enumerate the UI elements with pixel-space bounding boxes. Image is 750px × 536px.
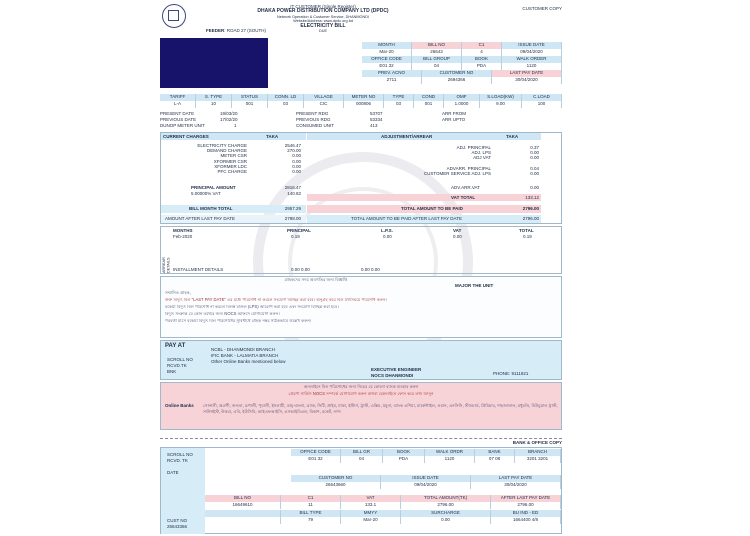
pres-rdg-value: 53707 xyxy=(370,111,383,116)
summary-v1-c1: 4 xyxy=(462,49,502,56)
bill-month-total-label: BILL MONTH TOTAL xyxy=(189,206,233,211)
footer-rcvd: RCVD. TK xyxy=(167,458,188,463)
charges-left-header: CURRENT CHARGES xyxy=(163,134,209,139)
meter-h-meterno: METER NO xyxy=(344,94,384,101)
meter-v-sload: 9.00 xyxy=(480,101,522,108)
arrears-h-lps: L.P.S. xyxy=(381,228,393,233)
footer-v1-office: E01 32 xyxy=(291,456,341,463)
feeder-label: FEEDER xyxy=(206,28,225,33)
footer-v2-custno: 26643660 xyxy=(291,482,381,489)
footer-v1-book: PDA xyxy=(383,456,425,463)
notice-title-bn: গ্রাহকদের সদয় অবগতির জন্য বিজ্ঞপ্তি xyxy=(284,277,348,282)
notice-title-en: MAJOR THE UNIT xyxy=(455,283,494,288)
present-date-label: PRESENT DATE xyxy=(160,111,195,116)
summary-h3-custno: CUSTOMER NO xyxy=(422,70,492,77)
footer-h3-vat: VAT xyxy=(341,495,401,502)
charge-label: XFORMER CSR xyxy=(213,158,247,164)
adjust-value: 0.37 xyxy=(530,145,539,150)
meter-v-village: CIC xyxy=(304,101,344,108)
footer-h1-walk: WALK ORDR xyxy=(425,449,475,456)
consumed-value: 413 xyxy=(370,123,378,128)
summary-h1-issue: ISSUE DATE xyxy=(502,42,562,49)
adjust-label: ADJ VAT xyxy=(473,155,491,161)
footer-h4-surcharge: SURCHARGE xyxy=(401,510,491,517)
arrears-v-months: Feb-2020 xyxy=(173,234,193,239)
payat-engineer-2: NOCS DHANMONDI xyxy=(371,373,414,378)
footer-v4-billtype: 79 xyxy=(281,517,341,524)
online-line-2: প্রেরণা সার্ভিস NOCS সম্পর্কে যোগাযোগ করুন অথবা হেল্পলাইনে ফোন করে তথ্য জানুন xyxy=(288,391,434,396)
adv-vat-value: 0.00 xyxy=(530,185,539,190)
notice-block xyxy=(160,276,562,338)
charge-label: ELECTRICITY CHARGE xyxy=(197,143,247,148)
charge-value: 0.00 xyxy=(292,163,301,169)
consumed-label: CONSUMED UNIT xyxy=(296,123,334,128)
footer-v3-vat: 133.1 xyxy=(341,502,401,509)
meter-h-cload: C.LOAD xyxy=(522,94,562,101)
installment-label: INSTALLMENT DETAILS xyxy=(173,267,224,272)
arr-upto-label: ARR UPTO xyxy=(442,117,466,122)
copy-for: IT CUSTOMER (Single Register) xyxy=(290,4,356,9)
footer-h3-c1: C1 xyxy=(281,495,341,502)
payat-bnk: BNK xyxy=(167,369,177,374)
meter-h-tariff: TARIFF xyxy=(160,94,196,101)
charge-label: METER CSR xyxy=(220,153,247,159)
footer-h2-issue: ISSUE DATE xyxy=(381,475,471,482)
summary-v3-custno: 2694366 xyxy=(422,77,492,84)
footer-date: DATE xyxy=(167,470,179,475)
bill-sheet xyxy=(158,2,564,534)
vat-total-label: VAT TOTAL xyxy=(451,195,476,200)
adjust-value: 0.00 xyxy=(530,170,539,176)
footer-h3-after: AFTER LAST PAY DATE xyxy=(491,495,561,502)
online-banks-label: Online Banks xyxy=(165,403,194,408)
footer-scroll: SCROLL NO xyxy=(167,452,193,457)
arr-from-label: ARR FROM xyxy=(442,111,466,116)
payat-bank-1: NCBL - DHANMONDI BRANCH xyxy=(211,347,275,352)
footer-h1-bank: BANK xyxy=(475,449,515,456)
arrears-v-vat: 0.00 xyxy=(453,234,462,239)
summary-grid xyxy=(362,42,562,84)
notice-greeting: সম্মানিত গ্রাহক, xyxy=(165,290,191,295)
summary-v1-issue: 09/04/2020 xyxy=(502,49,562,56)
charge-value: 2546.47 xyxy=(284,143,301,148)
charges-values xyxy=(261,143,301,174)
dunop-value: 1 xyxy=(234,123,237,128)
summary-h3-prevac: PREV. ACNO xyxy=(362,70,422,77)
footer-cust-label: CUST NO xyxy=(167,518,188,523)
payat-phone-value: 9111921 xyxy=(511,371,529,376)
footer-h1-billgr: BILL GR xyxy=(341,449,383,456)
meter-h-connld: CONN. LD xyxy=(268,94,304,101)
total-due-value: 2796.00 xyxy=(522,206,539,211)
adjust-label: CUSTOMER SERVICE ADJ. LPS xyxy=(423,170,491,176)
office-line: Network Operation & Customer Service, DHANMONDI xyxy=(277,14,369,19)
feeder: FEEDER: ROAD 27 (SOUTH) xyxy=(206,28,267,33)
charges-items xyxy=(167,143,247,174)
company-name: DHAKA POWER DISTRIBUTION COMPANY LTD (DPDC) xyxy=(257,8,389,15)
charges-right-amount-header: TAKA xyxy=(506,134,519,139)
charge-label: XFORMER LDC xyxy=(214,163,247,169)
adv-vat-label: ADV.ARR.VAT xyxy=(451,185,480,190)
payat-bank-2: IFIC BANK - LALMATIA BRANCH xyxy=(211,353,279,358)
readings-block xyxy=(160,110,562,130)
tear-line xyxy=(160,438,562,439)
prev-rdg-value: 53334 xyxy=(370,117,383,122)
charge-value: 0.00 xyxy=(292,153,301,159)
pres-rdg-label: PRESENT RDG xyxy=(296,111,329,116)
after-last-value: 2798.00 xyxy=(284,216,301,221)
meter-h-omf: OMF xyxy=(444,94,480,101)
meter-v-connld: 03 xyxy=(268,101,304,108)
summary-h2-group: BILL GROUP xyxy=(412,56,462,63)
footer-v3-c1: 11 xyxy=(281,502,341,509)
arrears-h-principal: PRINCIPAL xyxy=(287,228,311,233)
meter-h-stype: S. TYPE xyxy=(196,94,232,101)
arrears-v-lps: 0.00 xyxy=(383,234,392,239)
charges-block xyxy=(160,132,562,224)
payat-phone xyxy=(493,371,528,376)
dunop-label: DUNOP METER UNIT xyxy=(160,123,205,128)
charge-value: 0.00 xyxy=(292,168,301,174)
charge-value: 0.00 xyxy=(292,158,301,164)
footer-v2-lastpay: 30/04/2020 xyxy=(471,482,561,489)
footer-h2-custno: CUSTOMER NO xyxy=(291,475,381,482)
bill-month-total-value: 2957.29 xyxy=(284,206,301,211)
footer-block xyxy=(160,447,562,534)
website-line: Website/Address: www.dpdc.org.bd xyxy=(293,19,353,24)
dpdc-logo-icon xyxy=(162,4,186,28)
charge-value: 270.00 xyxy=(287,148,301,154)
summary-v1-month: Mar-20 xyxy=(362,49,412,56)
payat-engineer: EXECUTIVE ENGINEER xyxy=(371,367,422,372)
footer-v4-buind: 1664400 4/8 xyxy=(491,517,561,524)
summary-h2-walk: WALK ORDER xyxy=(502,56,562,63)
arrears-v-principal: 0.19 xyxy=(291,234,300,239)
summary-h2-office: OFFICE CODE xyxy=(362,56,412,63)
summary-h1-billno: BILL NO xyxy=(412,42,462,49)
total-due-label: TOTAL AMOUNT TO BE PAID xyxy=(401,206,463,211)
total-after-label: TOTAL AMOUNT TO BE PAID AFTER LAST PAY DATE xyxy=(351,216,462,221)
total-after-value: 2796.00 xyxy=(522,216,539,221)
summary-h2-book: BOOK xyxy=(462,56,502,63)
prev-date-label: PREVIOUS DATE xyxy=(160,117,197,122)
prev-date-value: 17/02/20 xyxy=(220,117,238,122)
bill-title: ELECTRICITY BILL xyxy=(300,22,346,29)
adjust-label: ADJ. LPS xyxy=(471,150,491,156)
footer-v1-walk: 1120 xyxy=(425,456,475,463)
charges-right-header: ADJUSTMENT/ARREAR xyxy=(381,134,433,139)
meter-v-cload: 100 xyxy=(522,101,562,108)
footer-h3-total: TOTAL AMOUNT(TK) xyxy=(401,495,491,502)
charge-label: DEMAND CHARGE xyxy=(206,148,247,154)
notice-line-1: উক্ত বিদ্যুৎ বিল "LAST PAY DATE" এর মধ্যে পরিশোধ না করলে সংযোগ বিচ্ছিন্ন করা হবে। অনুগ্রহ করে বিল যথাসময়ে পরিশোধ করুন। xyxy=(165,298,387,302)
summary-v2-office: E01 32 xyxy=(362,63,412,70)
footer-h2-lastpay: LAST PAY DATE xyxy=(471,475,561,482)
footer-h4-billtype: BILL TYPE xyxy=(281,510,341,517)
footer-v1-branch: 3201 3201 xyxy=(515,456,561,463)
vat-label: 5.00000% VAT xyxy=(191,191,221,196)
footer-h1-office: OFFICE CODE xyxy=(291,449,341,456)
meter-h-status: STATUS xyxy=(232,94,268,101)
footer-h1-branch: BRANCH xyxy=(515,449,561,456)
arrears-side-label: ARREAR DETAILS xyxy=(162,257,171,273)
copy-label: CUSTOMER COPY xyxy=(522,6,562,11)
payat-block xyxy=(160,340,562,380)
adjust-label: ADJ. PRINCIPAL xyxy=(456,145,491,150)
footer-v3-after: 2796.00 xyxy=(491,502,561,509)
footer-v3-total: 2796.00 xyxy=(401,502,491,509)
arrears-h-vat: VAT xyxy=(453,228,462,233)
meter-v-status: 001 xyxy=(232,101,268,108)
meter-h-sload: S.LOAD(KW) xyxy=(480,94,522,101)
payat-rcvd: RCVD.TK xyxy=(167,363,187,368)
online-banks-list: সোনালী, অগ্রণী, জনতা, রূপালী, পূবালী, ইসলামী, ডাচ্-বাংলা, ব্র্যাক, সিটি, প্রাইম, ঢাকা, ইস্টার্ন, ট্রাস্ট, এক্সিম, যমুনা, ব্যাংক এশিয়া, মার্কেন্টাইল, ওয়ান, এনসিসি, স্ট্যান্ডার্ড, প্রিমিয়ার, শাহজালাল, মধুমতি, মিউচুয়াল ট্রাস্ট, সাউথইস্ট, উত্তরা, এবি, ইউসিবি, আইএফআইসি, এসআইবিএল, বিকাশ, রকেট, নগদ xyxy=(203,403,558,414)
summary-v2-walk: 1120 xyxy=(502,63,562,70)
principal-label: PRINCIPAL AMOUNT xyxy=(191,185,236,190)
meter-v-tariff: L-A xyxy=(160,101,196,108)
meter-h-type: TYPE xyxy=(384,94,414,101)
adjust-value: 0.00 xyxy=(530,150,539,156)
notice-line-2: বকেয়া বিদ্যুৎ বিল পরিশোধ না করলে বিলম্ব মাশুল (LPS) আরোপ করা হবে এবং সংযোগ বিচ্ছিন্ন করা হবে। xyxy=(165,305,339,309)
summary-h1-month: MONTH xyxy=(362,42,412,49)
summary-v3-lastpay: 30/04/2020 xyxy=(492,77,562,84)
summary-h1-c1: C1 xyxy=(462,42,502,49)
summary-v3-prevac: 2711 xyxy=(362,77,422,84)
installment-a: 0.00 0.00 xyxy=(291,267,310,272)
vat-value: 140.82 xyxy=(287,191,301,196)
notice-line-3: বিদ্যুৎ সংক্রান্ত যে কোন তথ্যের জন্য NOCS অফিসে যোগাযোগ করুন। xyxy=(165,312,280,316)
payat-bank-3: Other Online Banks mentioned below xyxy=(211,359,286,364)
adjust-items xyxy=(411,145,491,176)
meter-v-meterno: 000806 xyxy=(344,101,384,108)
summary-v2-book: PDA xyxy=(462,63,502,70)
arrears-h-total: TOTAL xyxy=(519,228,534,233)
footer-h4-blank xyxy=(205,510,281,517)
footer-h4-mmyy: MMYY xyxy=(341,510,401,517)
payat-label: PAY AT xyxy=(165,343,186,349)
footer-v1-billgr: 04 xyxy=(341,456,383,463)
meter-v-stype: 10 xyxy=(196,101,232,108)
summary-h3-lastpay: LAST PAY DATE xyxy=(492,70,562,77)
arrears-h-months: MONTHS xyxy=(173,228,193,233)
meter-v-type: 03 xyxy=(384,101,414,108)
meter-h-village: VILLAGE xyxy=(304,94,344,101)
feeder-value: ROAD 27 (SOUTH) xyxy=(226,28,267,33)
footer-v1-bank: 07 08 xyxy=(475,456,515,463)
footer-h3-billno: BILL NO xyxy=(205,495,281,502)
bank-copy-label: BANK & OFFICE COPY xyxy=(512,440,562,445)
online-line-1: অনলাইনে বিল পরিশোধের জন্য নিচের যে কোনো ব্যাংক ব্যবহার করুন xyxy=(303,384,419,389)
footer-v2-issue: 09/04/2020 xyxy=(381,482,471,489)
adjust-value: 0.04 xyxy=(530,165,539,171)
bill-sub: DUE xyxy=(318,29,328,34)
arrears-v-total: 0.19 xyxy=(523,234,532,239)
adjust-value: 0.00 xyxy=(530,155,539,161)
summary-v2-group: 04 xyxy=(412,63,462,70)
online-block xyxy=(160,382,562,430)
footer-h1-book: BOOK xyxy=(383,449,425,456)
after-last-label: AMOUNT AFTER LAST PAY DATE xyxy=(165,216,236,221)
meter-h-cond: COND xyxy=(414,94,444,101)
footer-v4-surcharge: 0.00 xyxy=(401,517,491,524)
customer-address-redacted xyxy=(160,38,268,88)
footer-cust-value: 26643366 xyxy=(167,524,188,529)
notice-line-4: পরবর্তী মাসে বকেয়া বিদ্যুৎ বিল পরিশোধের সুবিধার্থে গ্রাহক নম্বর সঠিকভাবে উল্লেখ করুন। xyxy=(165,319,312,323)
meter-v-cond: 001 xyxy=(414,101,444,108)
prev-rdg-label: PREVIOUS RDG xyxy=(296,117,331,122)
charges-left-amount-header: TAKA xyxy=(266,134,279,139)
charge-label: PFC CHARGE xyxy=(217,168,247,174)
meter-grid xyxy=(160,94,562,108)
present-date-value: 19/03/20 xyxy=(220,111,238,116)
payat-scroll: SCROLL NO xyxy=(167,357,193,362)
adjust-values xyxy=(501,145,539,176)
arrears-block xyxy=(160,226,562,274)
principal-value: 2816.47 xyxy=(284,185,301,190)
payat-phone-label: PHONE: xyxy=(493,371,511,376)
vat-total-value: 133.12 xyxy=(525,195,539,200)
summary-v1-billno: 26643 xyxy=(412,49,462,56)
footer-h4-buind: BU IND - ED xyxy=(491,510,561,517)
adjust-label: ADVARR. PRINCIPAL xyxy=(446,165,491,171)
footer-v4-mmyy: Mar-20 xyxy=(341,517,401,524)
installment-b: 0.00 0.00 xyxy=(361,267,380,272)
footer-v4-blank xyxy=(205,517,281,524)
meter-v-omf: 1.0000 xyxy=(444,101,480,108)
footer-v3-billno: 16649610 xyxy=(205,502,281,509)
